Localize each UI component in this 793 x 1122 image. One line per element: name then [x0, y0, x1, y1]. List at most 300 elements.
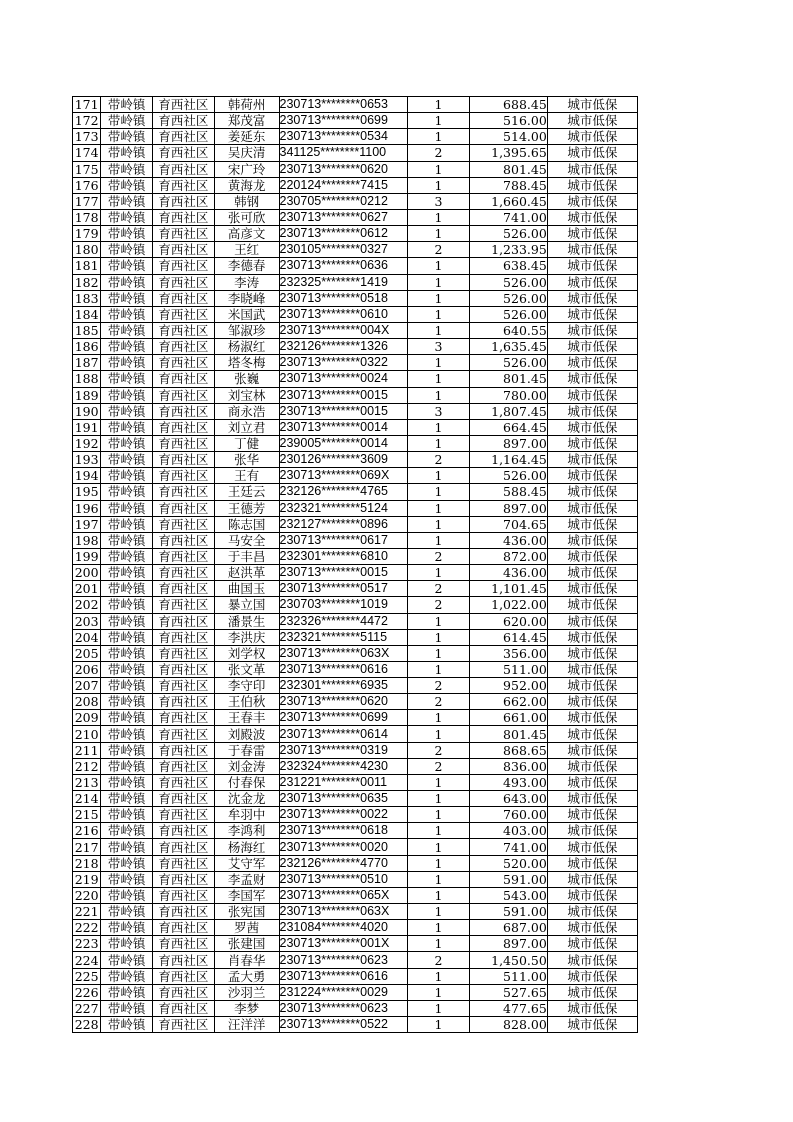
row-number: 175 — [73, 161, 101, 177]
category-cell: 城市低保 — [547, 597, 637, 613]
town-cell: 带岭镇 — [101, 1000, 153, 1016]
town-cell: 带岭镇 — [101, 581, 153, 597]
amount-cell: 511.00 — [469, 968, 547, 984]
town-cell: 带岭镇 — [101, 920, 153, 936]
community-cell: 育西社区 — [152, 290, 214, 306]
category-cell: 城市低保 — [547, 532, 637, 548]
name-cell: 王红 — [214, 242, 279, 258]
table-row — [73, 403, 638, 419]
category-cell: 城市低保 — [547, 855, 637, 871]
id-number-cell: 230713********0015 — [279, 403, 408, 419]
amount-cell: 1,022.00 — [469, 597, 547, 613]
name-cell: 李洪庆 — [214, 629, 279, 645]
table-row — [73, 645, 638, 661]
household-size-cell: 2 — [408, 548, 470, 564]
name-cell: 李鸿利 — [214, 823, 279, 839]
table-row — [73, 306, 638, 322]
amount-cell: 664.45 — [469, 419, 547, 435]
name-cell: 韩荷州 — [214, 97, 279, 113]
town-cell: 带岭镇 — [101, 209, 153, 225]
amount-cell: 543.00 — [469, 887, 547, 903]
id-number-cell: 230713********0522 — [279, 1017, 408, 1033]
row-number: 194 — [73, 468, 101, 484]
category-cell: 城市低保 — [547, 209, 637, 225]
table-row — [73, 532, 638, 548]
amount-cell: 588.45 — [469, 484, 547, 500]
town-cell: 带岭镇 — [101, 742, 153, 758]
amount-cell: 868.65 — [469, 742, 547, 758]
community-cell: 育西社区 — [152, 177, 214, 193]
id-number-cell: 232126********1326 — [279, 339, 408, 355]
id-number-cell: 232321********5115 — [279, 629, 408, 645]
amount-cell: 1,395.65 — [469, 145, 547, 161]
row-number: 187 — [73, 355, 101, 371]
amount-cell: 1,164.45 — [469, 452, 547, 468]
household-size-cell: 1 — [408, 645, 470, 661]
name-cell: 王伯秋 — [214, 694, 279, 710]
household-size-cell: 3 — [408, 403, 470, 419]
row-number: 207 — [73, 678, 101, 694]
category-cell: 城市低保 — [547, 500, 637, 516]
name-cell: 李守印 — [214, 678, 279, 694]
id-number-cell: 230713********0015 — [279, 387, 408, 403]
table-row — [73, 936, 638, 952]
row-number: 185 — [73, 322, 101, 338]
id-number-cell: 230713********0620 — [279, 161, 408, 177]
table-row — [73, 694, 638, 710]
community-cell: 育西社区 — [152, 694, 214, 710]
name-cell: 邹淑珍 — [214, 322, 279, 338]
category-cell: 城市低保 — [547, 113, 637, 129]
row-number: 204 — [73, 629, 101, 645]
row-number: 200 — [73, 565, 101, 581]
community-cell: 育西社区 — [152, 113, 214, 129]
name-cell: 王有 — [214, 468, 279, 484]
table-row — [73, 613, 638, 629]
community-cell: 育西社区 — [152, 435, 214, 451]
category-cell: 城市低保 — [547, 968, 637, 984]
table-row — [73, 419, 638, 435]
household-size-cell: 1 — [408, 484, 470, 500]
name-cell: 赵洪革 — [214, 565, 279, 581]
town-cell: 带岭镇 — [101, 435, 153, 451]
household-size-cell: 1 — [408, 322, 470, 338]
name-cell: 沙羽兰 — [214, 984, 279, 1000]
community-cell: 育西社区 — [152, 871, 214, 887]
row-number: 208 — [73, 694, 101, 710]
row-number: 212 — [73, 758, 101, 774]
table-row — [73, 129, 638, 145]
row-number: 189 — [73, 387, 101, 403]
town-cell: 带岭镇 — [101, 306, 153, 322]
category-cell: 城市低保 — [547, 403, 637, 419]
household-size-cell: 1 — [408, 258, 470, 274]
category-cell: 城市低保 — [547, 613, 637, 629]
town-cell: 带岭镇 — [101, 952, 153, 968]
table-row — [73, 193, 638, 209]
town-cell: 带岭镇 — [101, 597, 153, 613]
row-number: 186 — [73, 339, 101, 355]
town-cell: 带岭镇 — [101, 177, 153, 193]
community-cell: 育西社区 — [152, 774, 214, 790]
id-number-cell: 232127********0896 — [279, 516, 408, 532]
household-size-cell: 1 — [408, 887, 470, 903]
id-number-cell: 230713********0699 — [279, 710, 408, 726]
id-number-cell: 231084********4020 — [279, 920, 408, 936]
household-size-cell: 1 — [408, 516, 470, 532]
community-cell: 育西社区 — [152, 1017, 214, 1033]
household-size-cell: 1 — [408, 936, 470, 952]
amount-cell: 741.00 — [469, 209, 547, 225]
name-cell: 肖春华 — [214, 952, 279, 968]
row-number: 183 — [73, 290, 101, 306]
community-cell: 育西社区 — [152, 532, 214, 548]
table-row — [73, 387, 638, 403]
table-row — [73, 823, 638, 839]
row-number: 174 — [73, 145, 101, 161]
community-cell: 育西社区 — [152, 339, 214, 355]
household-size-cell: 1 — [408, 419, 470, 435]
id-number-cell: 230713********063X — [279, 904, 408, 920]
category-cell: 城市低保 — [547, 694, 637, 710]
name-cell: 刘宝林 — [214, 387, 279, 403]
id-number-cell: 230713********0534 — [279, 129, 408, 145]
household-size-cell: 2 — [408, 581, 470, 597]
table-row — [73, 1017, 638, 1033]
amount-cell: 526.00 — [469, 355, 547, 371]
name-cell: 李梦 — [214, 1000, 279, 1016]
id-number-cell: 230713********0623 — [279, 1000, 408, 1016]
town-cell: 带岭镇 — [101, 968, 153, 984]
name-cell: 杨海红 — [214, 839, 279, 855]
id-number-cell: 230713********063X — [279, 645, 408, 661]
household-size-cell: 1 — [408, 1000, 470, 1016]
amount-cell: 436.00 — [469, 532, 547, 548]
table-row — [73, 145, 638, 161]
table-row — [73, 371, 638, 387]
amount-cell: 514.00 — [469, 129, 547, 145]
household-size-cell: 3 — [408, 339, 470, 355]
id-number-cell: 230713********0518 — [279, 290, 408, 306]
category-cell: 城市低保 — [547, 516, 637, 532]
id-number-cell: 232324********4230 — [279, 758, 408, 774]
household-size-cell: 1 — [408, 855, 470, 871]
category-cell: 城市低保 — [547, 306, 637, 322]
household-size-cell: 1 — [408, 823, 470, 839]
amount-cell: 591.00 — [469, 871, 547, 887]
table-row — [73, 661, 638, 677]
household-size-cell: 1 — [408, 839, 470, 855]
amount-cell: 801.45 — [469, 726, 547, 742]
id-number-cell: 230703********1019 — [279, 597, 408, 613]
row-number: 188 — [73, 371, 101, 387]
category-cell: 城市低保 — [547, 807, 637, 823]
row-number: 224 — [73, 952, 101, 968]
row-number: 172 — [73, 113, 101, 129]
amount-cell: 760.00 — [469, 807, 547, 823]
household-size-cell: 1 — [408, 920, 470, 936]
name-cell: 刘立君 — [214, 419, 279, 435]
category-cell: 城市低保 — [547, 581, 637, 597]
name-cell: 丁健 — [214, 435, 279, 451]
town-cell: 带岭镇 — [101, 452, 153, 468]
community-cell: 育西社区 — [152, 484, 214, 500]
name-cell: 张华 — [214, 452, 279, 468]
category-cell: 城市低保 — [547, 371, 637, 387]
table-row — [73, 500, 638, 516]
community-cell: 育西社区 — [152, 1000, 214, 1016]
name-cell: 姜延东 — [214, 129, 279, 145]
household-size-cell: 3 — [408, 193, 470, 209]
household-size-cell: 1 — [408, 161, 470, 177]
household-size-cell: 2 — [408, 145, 470, 161]
id-number-cell: 220124********7415 — [279, 177, 408, 193]
row-number: 193 — [73, 452, 101, 468]
name-cell: 郑茂富 — [214, 113, 279, 129]
town-cell: 带岭镇 — [101, 726, 153, 742]
id-number-cell: 230713********069X — [279, 468, 408, 484]
row-number: 176 — [73, 177, 101, 193]
town-cell: 带岭镇 — [101, 548, 153, 564]
row-number: 216 — [73, 823, 101, 839]
name-cell: 李涛 — [214, 274, 279, 290]
row-number: 192 — [73, 435, 101, 451]
name-cell: 高彦文 — [214, 226, 279, 242]
row-number: 203 — [73, 613, 101, 629]
town-cell: 带岭镇 — [101, 887, 153, 903]
category-cell: 城市低保 — [547, 355, 637, 371]
town-cell: 带岭镇 — [101, 532, 153, 548]
row-number: 222 — [73, 920, 101, 936]
community-cell: 育西社区 — [152, 161, 214, 177]
town-cell: 带岭镇 — [101, 807, 153, 823]
community-cell: 育西社区 — [152, 129, 214, 145]
town-cell: 带岭镇 — [101, 855, 153, 871]
amount-cell: 614.45 — [469, 629, 547, 645]
household-size-cell: 1 — [408, 807, 470, 823]
household-size-cell: 1 — [408, 97, 470, 113]
id-number-cell: 341125********1100 — [279, 145, 408, 161]
amount-cell: 661.00 — [469, 710, 547, 726]
name-cell: 张可欣 — [214, 209, 279, 225]
amount-cell: 526.00 — [469, 226, 547, 242]
community-cell: 育西社区 — [152, 904, 214, 920]
amount-cell: 638.45 — [469, 258, 547, 274]
table-row — [73, 968, 638, 984]
name-cell: 于丰昌 — [214, 548, 279, 564]
amount-cell: 1,660.45 — [469, 193, 547, 209]
id-number-cell: 230126********3609 — [279, 452, 408, 468]
name-cell: 李德春 — [214, 258, 279, 274]
row-number: 173 — [73, 129, 101, 145]
category-cell: 城市低保 — [547, 678, 637, 694]
id-number-cell: 230713********0014 — [279, 419, 408, 435]
table-row — [73, 274, 638, 290]
amount-cell: 741.00 — [469, 839, 547, 855]
table-row — [73, 113, 638, 129]
amount-cell: 704.65 — [469, 516, 547, 532]
community-cell: 育西社区 — [152, 645, 214, 661]
household-size-cell: 1 — [408, 177, 470, 193]
community-cell: 育西社区 — [152, 371, 214, 387]
community-cell: 育西社区 — [152, 548, 214, 564]
name-cell: 潘景生 — [214, 613, 279, 629]
amount-cell: 836.00 — [469, 758, 547, 774]
household-size-cell: 1 — [408, 1017, 470, 1033]
table-row — [73, 548, 638, 564]
table-row — [73, 435, 638, 451]
table-row — [73, 290, 638, 306]
town-cell: 带岭镇 — [101, 290, 153, 306]
household-size-cell: 1 — [408, 274, 470, 290]
name-cell: 黄海龙 — [214, 177, 279, 193]
community-cell: 育西社区 — [152, 984, 214, 1000]
id-number-cell: 230713********0617 — [279, 532, 408, 548]
community-cell: 育西社区 — [152, 678, 214, 694]
town-cell: 带岭镇 — [101, 145, 153, 161]
community-cell: 育西社区 — [152, 226, 214, 242]
row-number: 213 — [73, 774, 101, 790]
town-cell: 带岭镇 — [101, 242, 153, 258]
id-number-cell: 230713********0635 — [279, 791, 408, 807]
category-cell: 城市低保 — [547, 226, 637, 242]
name-cell: 张建国 — [214, 936, 279, 952]
table-row — [73, 597, 638, 613]
town-cell: 带岭镇 — [101, 113, 153, 129]
community-cell: 育西社区 — [152, 936, 214, 952]
table-row — [73, 952, 638, 968]
amount-cell: 526.00 — [469, 306, 547, 322]
name-cell: 张宪国 — [214, 904, 279, 920]
category-cell: 城市低保 — [547, 161, 637, 177]
category-cell: 城市低保 — [547, 823, 637, 839]
community-cell: 育西社区 — [152, 758, 214, 774]
town-cell: 带岭镇 — [101, 936, 153, 952]
town-cell: 带岭镇 — [101, 274, 153, 290]
town-cell: 带岭镇 — [101, 355, 153, 371]
town-cell: 带岭镇 — [101, 839, 153, 855]
category-cell: 城市低保 — [547, 774, 637, 790]
town-cell: 带岭镇 — [101, 500, 153, 516]
table-row — [73, 339, 638, 355]
amount-cell: 1,635.45 — [469, 339, 547, 355]
row-number: 177 — [73, 193, 101, 209]
id-number-cell: 232126********4770 — [279, 855, 408, 871]
community-cell: 育西社区 — [152, 629, 214, 645]
amount-cell: 687.00 — [469, 920, 547, 936]
category-cell: 城市低保 — [547, 726, 637, 742]
amount-cell: 1,101.45 — [469, 581, 547, 597]
name-cell: 商永浩 — [214, 403, 279, 419]
id-number-cell: 239005********0014 — [279, 435, 408, 451]
community-cell: 育西社区 — [152, 968, 214, 984]
amount-cell: 801.45 — [469, 371, 547, 387]
household-size-cell: 1 — [408, 791, 470, 807]
category-cell: 城市低保 — [547, 339, 637, 355]
household-size-cell: 1 — [408, 629, 470, 645]
name-cell: 张巍 — [214, 371, 279, 387]
name-cell: 王春丰 — [214, 710, 279, 726]
id-number-cell: 230713********0510 — [279, 871, 408, 887]
amount-cell: 436.00 — [469, 565, 547, 581]
id-number-cell: 230713********0022 — [279, 807, 408, 823]
household-size-cell: 1 — [408, 613, 470, 629]
town-cell: 带岭镇 — [101, 1017, 153, 1033]
category-cell: 城市低保 — [547, 1017, 637, 1033]
roster-body — [73, 97, 638, 1033]
amount-cell: 1,450.50 — [469, 952, 547, 968]
town-cell: 带岭镇 — [101, 468, 153, 484]
category-cell: 城市低保 — [547, 710, 637, 726]
id-number-cell: 230713********0024 — [279, 371, 408, 387]
amount-cell: 1,233.95 — [469, 242, 547, 258]
id-number-cell: 230713********0612 — [279, 226, 408, 242]
amount-cell: 643.00 — [469, 791, 547, 807]
category-cell: 城市低保 — [547, 645, 637, 661]
table-row — [73, 242, 638, 258]
name-cell: 汪洋洋 — [214, 1017, 279, 1033]
category-cell: 城市低保 — [547, 387, 637, 403]
amount-cell: 526.00 — [469, 468, 547, 484]
row-number: 179 — [73, 226, 101, 242]
community-cell: 育西社区 — [152, 419, 214, 435]
row-number: 219 — [73, 871, 101, 887]
row-number: 201 — [73, 581, 101, 597]
id-number-cell: 230713********0618 — [279, 823, 408, 839]
table-row — [73, 807, 638, 823]
household-size-cell: 2 — [408, 952, 470, 968]
table-row — [73, 839, 638, 855]
row-number: 180 — [73, 242, 101, 258]
category-cell: 城市低保 — [547, 1000, 637, 1016]
town-cell: 带岭镇 — [101, 258, 153, 274]
name-cell: 王廷云 — [214, 484, 279, 500]
name-cell: 罗茜 — [214, 920, 279, 936]
id-number-cell: 230713********0623 — [279, 952, 408, 968]
community-cell: 育西社区 — [152, 661, 214, 677]
row-number: 214 — [73, 791, 101, 807]
household-size-cell: 1 — [408, 710, 470, 726]
category-cell: 城市低保 — [547, 97, 637, 113]
row-number: 226 — [73, 984, 101, 1000]
household-size-cell: 2 — [408, 242, 470, 258]
category-cell: 城市低保 — [547, 145, 637, 161]
amount-cell: 403.00 — [469, 823, 547, 839]
row-number: 217 — [73, 839, 101, 855]
name-cell: 李孟财 — [214, 871, 279, 887]
category-cell: 城市低保 — [547, 419, 637, 435]
community-cell: 育西社区 — [152, 726, 214, 742]
category-cell: 城市低保 — [547, 871, 637, 887]
amount-cell: 801.45 — [469, 161, 547, 177]
name-cell: 杨淑红 — [214, 339, 279, 355]
community-cell: 育西社区 — [152, 258, 214, 274]
row-number: 211 — [73, 742, 101, 758]
amount-cell: 527.65 — [469, 984, 547, 1000]
id-number-cell: 231224********0029 — [279, 984, 408, 1000]
table-row — [73, 161, 638, 177]
id-number-cell: 231221********0011 — [279, 774, 408, 790]
town-cell: 带岭镇 — [101, 904, 153, 920]
community-cell: 育西社区 — [152, 823, 214, 839]
category-cell: 城市低保 — [547, 952, 637, 968]
town-cell: 带岭镇 — [101, 613, 153, 629]
id-number-cell: 230105********0327 — [279, 242, 408, 258]
community-cell: 育西社区 — [152, 581, 214, 597]
id-number-cell: 230713********0616 — [279, 661, 408, 677]
category-cell: 城市低保 — [547, 887, 637, 903]
town-cell: 带岭镇 — [101, 226, 153, 242]
